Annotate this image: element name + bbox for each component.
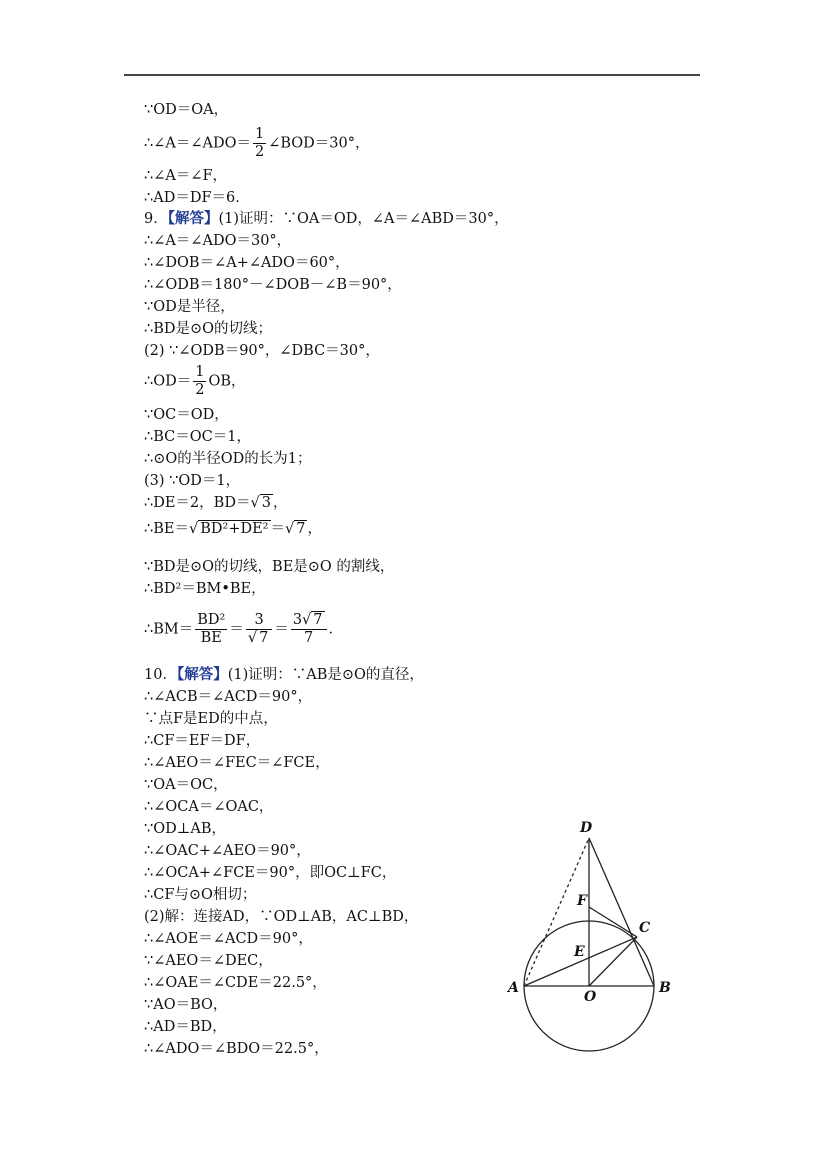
frac-num: 1 (254, 126, 265, 142)
line-36: ∴CF与⊙O相切； (144, 887, 257, 903)
line-14: (2) ∵∠ODB＝90°，∠DBC＝30°， (144, 343, 380, 359)
line-24-a: ∴BM＝ (144, 621, 194, 638)
label-c: C (639, 920, 651, 936)
line-21-a: ∴BE＝ (144, 521, 189, 537)
line-4: ∴AD＝DF＝6． (144, 190, 250, 206)
line-28: ∵点F是ED的中点， (144, 711, 278, 727)
line-32: ∴∠OCA＝∠OAC， (144, 799, 274, 815)
answer-tag-2: 【解答】 (176, 666, 228, 683)
line-30: ∴∠AEO＝∠FEC＝∠FCE， (144, 755, 330, 771)
line-15-b: OB， (208, 373, 246, 390)
line-9: ∴∠A＝∠ADO＝30°， (144, 233, 292, 249)
line-20: ∴DE＝2，BD＝√ 3 ， (144, 495, 288, 511)
line-13: ∴BD是⊙O的切线； (144, 321, 273, 337)
line-18: ∴⊙O的半径OD的长为1； (144, 451, 312, 467)
line-21: ∴BE＝√ BD²+DE² ＝√ 7 ， (144, 521, 322, 537)
line-23: ∴BD²＝BM•BE， (144, 581, 266, 597)
sqrt-7: 7 (296, 521, 306, 537)
label-b: B (659, 980, 671, 996)
sqrt-7: 7 (259, 630, 269, 646)
line-20-a: ∴DE＝2，BD＝ (144, 495, 251, 511)
frac-den: BE (200, 630, 222, 646)
q9-number: 9． (144, 211, 168, 227)
frac-den: 2 (195, 382, 205, 398)
eq: ＝ (229, 621, 244, 638)
segment-db (589, 838, 654, 986)
eq: ＝ (274, 621, 289, 638)
frac-num: 1 (195, 364, 205, 380)
line-34: ∴∠OAC+∠AEO＝90°， (144, 843, 311, 859)
period: ． (328, 621, 344, 638)
line-37: (2)解：连接AD，∵OD⊥AB，AC⊥BD， (144, 909, 419, 925)
line-12: ∵OD是半径， (144, 299, 235, 315)
label-o: O (584, 989, 597, 1005)
label-a: A (508, 980, 519, 996)
line-27: ∴∠ACB＝∠ACD＝90°， (144, 689, 313, 705)
label-e: E (574, 944, 585, 960)
line-40: ∴∠OAE＝∠CDE＝22.5°， (144, 975, 327, 991)
segment-oc (589, 937, 637, 986)
frac-num: 3 (246, 612, 272, 630)
sqrt-7: 7 (313, 612, 323, 628)
frac-num: 3√ 7 (291, 612, 327, 630)
line-10: ∴∠DOB＝∠A+∠ADO＝60°， (144, 255, 350, 271)
label-d: D (580, 820, 593, 836)
line-35: ∴∠OCA+∠FCE＝90°，即OC⊥FC， (144, 865, 397, 881)
coef: 3 (292, 612, 303, 628)
line-29: ∴CF＝EF＝DF， (144, 733, 261, 749)
comma: ， (307, 521, 322, 537)
line-11: ∴∠ODB＝180°－∠DOB－∠B＝90°， (144, 277, 402, 293)
comma: ， (272, 495, 288, 511)
line-3: ∴∠A＝∠F， (144, 168, 228, 184)
line-2-b: ∠BOD＝30°， (268, 135, 370, 152)
q9-intro: (1)证明：∵OA＝OD，∠A＝∠ABD＝30°， (218, 211, 509, 227)
eq: ＝ (270, 521, 285, 537)
q10-intro: (1)证明：∵AB是⊙O的直径， (227, 667, 424, 683)
line-31: ∵OA＝OC， (144, 777, 228, 793)
frac-den: 7 (304, 630, 314, 646)
line-41: ∵AO＝BO， (144, 997, 228, 1013)
label-f: F (577, 893, 587, 909)
line-1: ∵OD＝OA， (144, 102, 229, 118)
q10-number: 10． (144, 667, 177, 683)
line-22: ∵BD是⊙O的切线，BE是⊙O 的割线， (144, 559, 395, 575)
frac-den: 2 (254, 144, 265, 160)
segment-ad-dashed (524, 838, 589, 986)
frac-num: BD² (197, 612, 226, 628)
line-38: ∴∠AOE＝∠ACD＝90°， (144, 931, 313, 947)
line-15-a: ∴OD＝ (144, 373, 192, 390)
answer-tag: 【解答】 (167, 210, 219, 227)
line-42: ∴AD＝BD， (144, 1019, 227, 1035)
sqrt-3: 3 (261, 495, 271, 511)
line-2-a: ∴∠A＝∠ADO＝ (144, 135, 251, 152)
line-16: ∵OC＝OD， (144, 407, 229, 423)
line-43: ∴∠ADO＝∠BDO＝22.5°， (144, 1041, 329, 1057)
sqrt-bd2-de2: BD²+DE² (200, 521, 269, 537)
line-19: (3) ∵OD＝1， (144, 473, 241, 489)
line-17: ∴BC＝OC＝1， (144, 429, 251, 445)
line-39: ∵∠AEO＝∠DEC， (144, 953, 273, 969)
frac-den: √ 7 (247, 630, 269, 646)
line-33: ∵OD⊥AB， (144, 821, 227, 837)
